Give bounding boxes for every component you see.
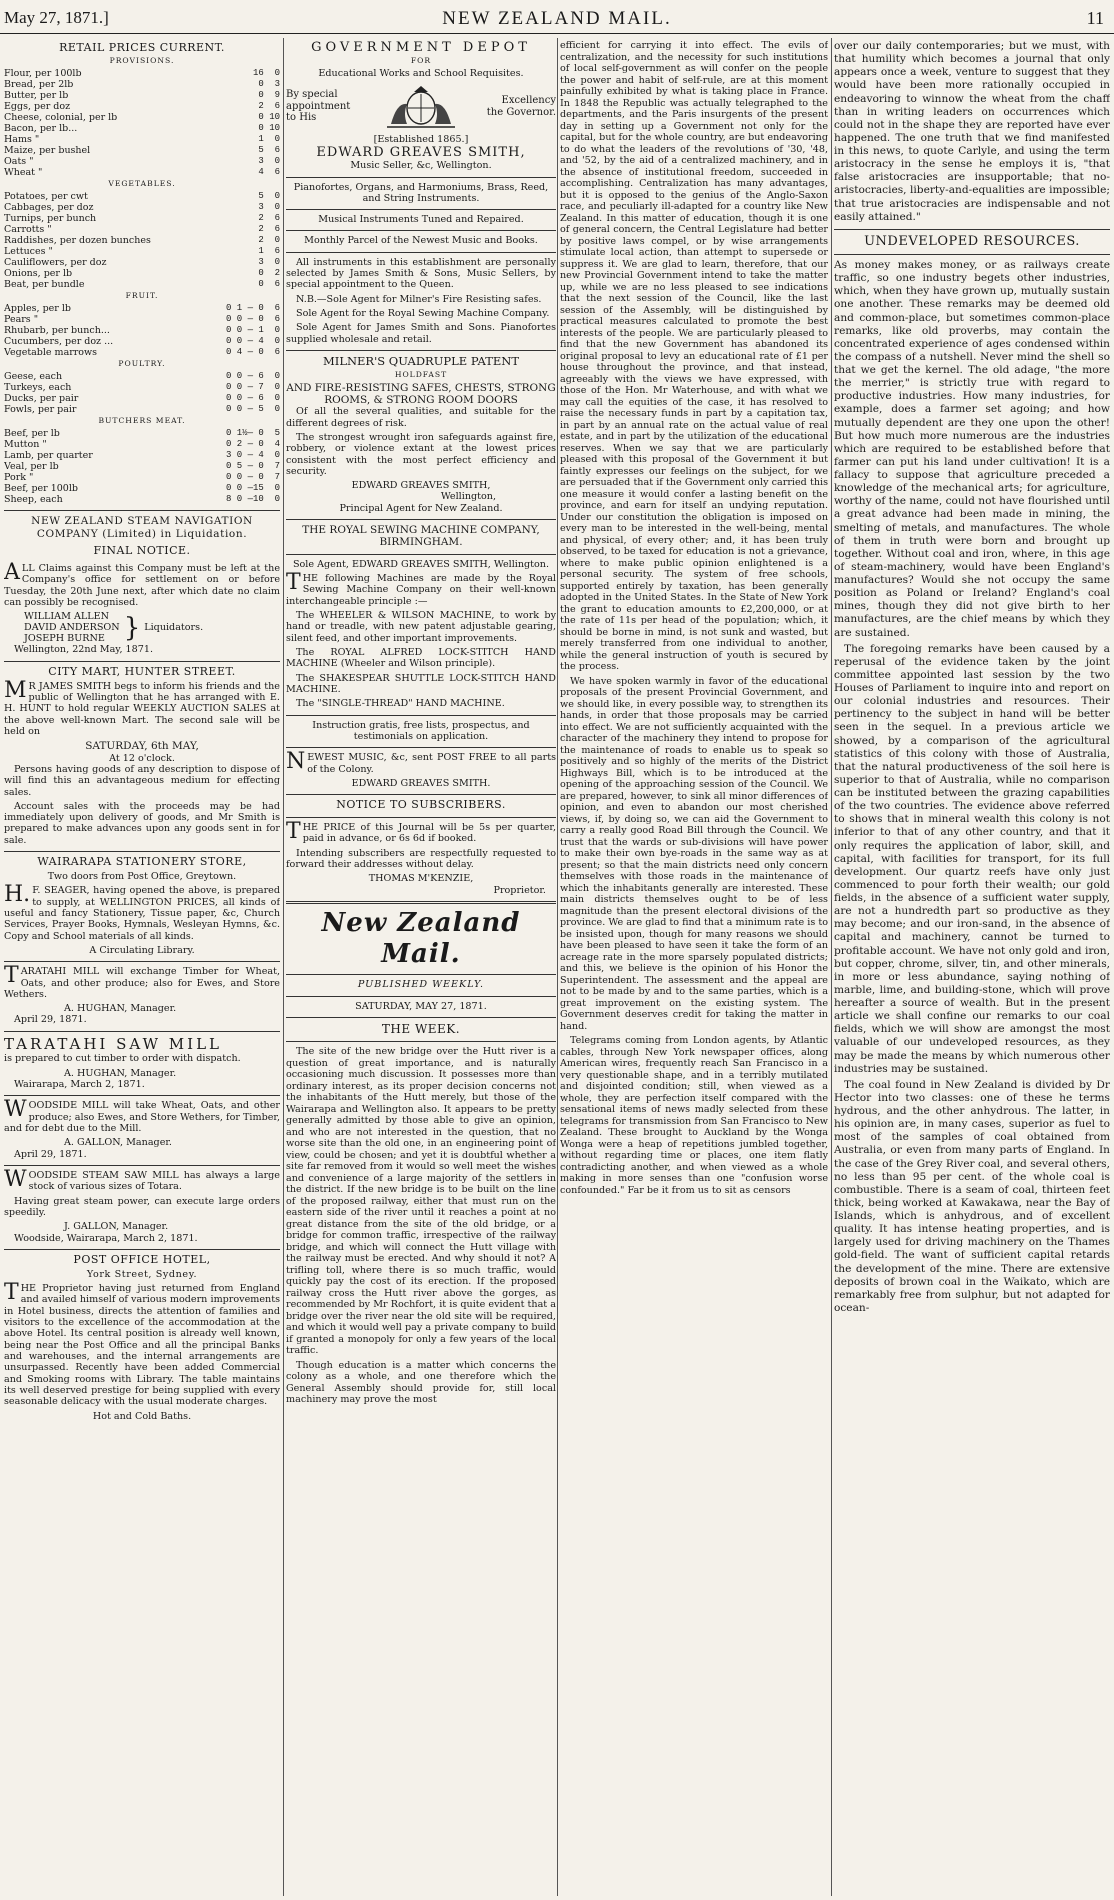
price-label: Beef, per lb [4, 428, 60, 440]
price-label: Raddishes, per dozen bunches [4, 235, 151, 247]
divider [286, 1041, 556, 1042]
price-label: Oats " [4, 156, 34, 168]
prices-title: RETAIL PRICES CURRENT. [59, 41, 225, 54]
milner-sig: EDWARD GREAVES SMITH, [351, 480, 491, 492]
divider [286, 209, 556, 210]
the-week-title: THE WEEK. [381, 1021, 461, 1036]
woodside-saw-body2: Having great steam power, can execute large orders speedily. [4, 1195, 280, 1218]
liquidator-names [24, 611, 120, 644]
price-value: 0 0 — 0 7 [225, 472, 280, 483]
price-label: Cauliflowers, per doz [4, 257, 107, 269]
column-4 [834, 40, 1110, 1896]
price-row [4, 461, 280, 472]
sewing-machine-3: The SHAKESPEAR SHUTTLE LOCK-STITCH HAND MACHINE. [286, 672, 556, 695]
price-row [4, 314, 280, 325]
article-paragraph: efficient for carrying it into effect. The evils of centralization, and the necessity for such institutions of local self-government as will confer on the people the power and habit of self-rule, are at this moment painfully exhibited by what is taking place in France. In 1848 the Republic was actually telegraphed to the departments, and the Paris insurgents of the present day in setting up a Government not only for the capital, but for the whole country, are but endeavoring to do what the leaders of the revolutions of '30, '48, and '52, by the aid of a centralized machinery, and in the absence of institutional freedom, succeeded in accomplishing. Centralization has many advantages, but it is opposed to the genius of the Anglo-Saxon race, and peculiarly ill-adapted for a country like New Zealand. In this matter of education, though it is one of general concern, the Central Legislature had better by positive laws compel, or by wise arrangements stimulate local action, than attempt to supersede or suppress it. We are glad to learn, therefore, that our new Provincial Government intend to take the matter up, while we are no less pleased to see indications that the next session of the Council, like the last session of the Assembly, will be distinguished by practical measures calculated to promote the best interests of the people. We are particularly pleased to find that the new Government has abandoned its original proposal to levy an educational rate of £1 per house throughout the province, and that instead, agreeably with the views we have expressed, with those of the Hon. Mr Waterhouse, and with what we may call the equities of the case, it has resolved to raise the necessary funds in part by a capitation tax, in part by an annual rate on the actual value of real estate, and in part by the utilization of the educational reserves. When we say that we are particularly pleased with this proposal of the Government it but faintly expresses our feelings on the subject, for we are persuaded that if the Government only carried this one measure it would confer a lasting benefit on the province, and earn for itself an undying reputation. Under our constitution the obligation is imposed on every man to be interested in the well-being, mental and physical, of every other; and, it has been truly observed, to be taxed for education is not a grievance, where to make public opinion enlightened is a personal security. The system of free schools, supported entirely by taxation, has been generally adopted in the United States. In the State of New York the grant to education amounts to £2,200,000, or at the rate of 11s per head of the population; which, it should be borne in mind, is not sunk and wasted, but merely transferred from one individual to another, while the general instruction of youth is secured by the process. [560, 40, 828, 672]
price-row [4, 279, 280, 290]
price-value: 0 2 — 0 4 [225, 439, 280, 450]
crest-left-text: By special appointment to His [286, 88, 351, 124]
price-label: Sheep, each [4, 494, 63, 506]
provisions-list [4, 68, 280, 178]
price-row [4, 347, 280, 358]
wairarapa-title: WAIRARAPA STATIONERY STORE, [37, 855, 247, 869]
divider [834, 254, 1110, 255]
divider [834, 229, 1110, 230]
price-value: 0 0 — 4 0 [225, 336, 280, 347]
taratahi-saw-title: TARATAHI SAW MILL [4, 1034, 223, 1053]
price-value: 0 10 [258, 123, 280, 133]
sewing-machine-2: The ROYAL ALFRED LOCK-STITCH HAND MACHINE (Wheeler and Wilson principle). [286, 647, 556, 670]
price-value: 0 9 [258, 89, 280, 100]
price-label: Vegetable marrows [4, 347, 98, 359]
price-value: 0 0 — 6 0 [225, 371, 280, 382]
city-mart-title: CITY MART, HUNTER STREET. [48, 664, 236, 678]
newest-music-sig: EDWARD GREAVES SMITH. [351, 777, 491, 789]
price-row [4, 494, 280, 505]
price-row [4, 156, 280, 167]
price-row [4, 167, 280, 178]
price-value: 0 2 [258, 268, 280, 279]
divider [286, 747, 556, 748]
divider [4, 1031, 280, 1032]
price-label: Beef, per 100lb [4, 483, 78, 495]
woodside-mill-date: April 29, 1871. [14, 1148, 87, 1160]
sewing-agent: Sole Agent, EDWARD GREAVES SMITH, Wellington. [292, 558, 550, 570]
woodside-saw-sig: J. GALLON, Manager. [64, 1221, 169, 1233]
column-3 [560, 40, 828, 1896]
taratahi-saw-date: Wairarapa, March 2, 1871. [14, 1079, 145, 1091]
divider [286, 901, 556, 904]
meat-list [4, 428, 280, 505]
city-mart-time: At 12 o'clock. [109, 752, 175, 764]
price-label: Turnips, per bunch [4, 213, 97, 225]
milner-body: Of all the several qualities, and suitable for the different degrees of risk. [286, 406, 556, 429]
notice-title: NOTICE TO SUBSCRIBERS. [336, 798, 506, 812]
music-seller: Music Seller, &c, Wellington. [350, 160, 492, 172]
price-label: Apples, per lb [4, 303, 71, 315]
milner-body2: The strongest wrought iron safeguards against fire, robbery, or violence extant at the lowest prices consistent with the most perfect efficiency and security. [286, 431, 556, 477]
taratahi-mill-sig: A. HUGHAN, Manager. [64, 1003, 177, 1015]
milner-sub: AND FIRE-RESISTING SAFES, CHESTS, STRONG ROOMS, & STRONG ROOM DOORS [286, 381, 556, 406]
article-paragraph: The coal found in New Zealand is divided by Dr Hector into two classes: one of these he terms hydrous, and the other anhydrous. The latter, in his opinion are, in many cases, superior as fuel to most of the samples of coal obtained from Australia, or even from many parts of England. In the case of the Grey River coal, and several others, no less than 95 per cent. of the whole coal is combustible. There is a seam of coal, thirteen feet thick, being worked at Kawakawa, near the Bay of Islands, which is anhydrous, and of excellent quality. It has intense heating properties, and is largely used for driving machinery on the Thames gold-field. The want of sufficient capital retards the development of the mine. There are extensive deposits of brown coal in the Waikato, which are remarkably free from sulphur, but not adapted for ocean- [834, 1078, 1110, 1314]
divider [286, 519, 556, 520]
taratahi-mill-date: April 29, 1871. [14, 1014, 87, 1026]
week-paragraph: Though education is a matter which concerns the colony as a whole, and one therefore which the General Assembly should provide for, still local machinery may prove the most [286, 1359, 556, 1406]
hotel-title: POST OFFICE HOTEL, [73, 1252, 211, 1266]
taratahi-saw-body: is prepared to cut timber to order with dispatch. [4, 1053, 241, 1065]
price-label: Veal, per lb [4, 461, 59, 473]
price-row [4, 439, 280, 450]
price-row [4, 325, 280, 336]
hotel-footer: Hot and Cold Baths. [92, 1410, 192, 1422]
hotel-body: THE Proprietor having just returned from England and availed himself of various modern improvements in Hotel business, directs the attention of families and visitors to the excellence of the accommodation at the above Hotel. Its central position is already well known, being near the Post Office and all the principal Banks and warehouses, and the internal arrangements are unsurpassed. Recently have been added Commercial and Smoking rooms with Library. The table maintains its well deserved prestige for being supplied with every seasonable delicacy with the usual moderate charges. [4, 1280, 280, 1408]
divider [4, 851, 280, 852]
price-row [4, 79, 280, 90]
liquidator-name: WILLIAM ALLEN [24, 611, 110, 623]
price-value: 16 0 [252, 67, 280, 78]
wairarapa-body: H.F. SEAGER, having opened the above, is prepared to supply, at WELLINGTON PRICES, all kinds of useful and fancy Stationery, Tissue paper, &c, Church Services, Prayer Books, Hymnals, Wesleyan Hymns, &c. Copy and School materials of all kinds. [4, 882, 280, 942]
price-label: Wheat " [4, 167, 43, 179]
taratahi-saw-sig: A. HUGHAN, Manager. [64, 1067, 177, 1079]
header-date: May 27, 1871.] [4, 8, 109, 27]
divider [286, 554, 556, 555]
price-label: Bread, per 2lb [4, 78, 74, 90]
price-row [4, 202, 280, 213]
price-row [4, 134, 280, 145]
instruments-note: All instruments in this establishment are personally selected by James Smith & Sons, Music Sellers, by special appointment to the Queen. [286, 256, 556, 291]
price-row [4, 145, 280, 156]
newest-music: NEWEST MUSIC, &c, sent POST FREE to all parts of the Colony. [286, 749, 556, 775]
price-label: Hams " [4, 134, 40, 146]
price-value: 0 0 — 0 6 [225, 314, 280, 325]
price-row [4, 404, 280, 415]
divider [286, 996, 556, 997]
price-label: Mutton " [4, 439, 47, 451]
price-label: Potatoes, per cwt [4, 191, 88, 203]
divider [286, 177, 556, 178]
nb-note: N.B.—Sole Agent for Milner's Fire Resisting safes. [296, 293, 542, 305]
price-label: Ducks, per pair [4, 393, 79, 405]
price-value: 2 6 [258, 224, 280, 235]
price-label: Rhubarb, per bunch... [4, 325, 110, 337]
royal-coat-of-arms-icon [381, 84, 461, 130]
page-number: 11 [1086, 8, 1104, 28]
column-divider [831, 38, 832, 1896]
notice-body: THE PRICE of this Journal will be 5s per quarter, paid in advance, or 6s 6d if booked. [286, 819, 556, 845]
divider [4, 510, 280, 511]
sewing-machine-1: The WHEELER & WILSON MACHINE, to work by hand or treadle, with new patent adjustable gearing, silent feed, and other important improvements. [286, 610, 556, 644]
sole-agent-sewing: Sole Agent for the Royal Sewing Machine Company. [296, 308, 550, 320]
price-label: Butter, per lb [4, 89, 69, 101]
price-row [4, 371, 280, 382]
column-divider [557, 38, 558, 1896]
price-value: 1 0 [258, 134, 280, 145]
milner-sig3: Principal Agent for New Zealand. [339, 502, 503, 514]
divider [286, 230, 556, 231]
price-label: Lamb, per quarter [4, 450, 93, 462]
established: [Established 1865.] [373, 133, 469, 145]
masthead: New Zealand Mail. [321, 907, 521, 969]
article-paragraph: As money makes money, or as railways create traffic, so one industry begets other industries, which, when they have grown up, mutually sustain one another. These remarks may be deemed old and common-place, but sometimes common-place remarks, like old proverbs, may contain the concentrated experience of ages condensed within the compass of a nutshell. Never mind the shell so that we get the kernel. The old adage, "the more the merrier," is strictly true with regard to productive industries. How many industries, for example, does a farmer set agoing; and how mutually dependent are they one upon the other! But how much more numerous are the industries which are required to be established before that farmer can put his land under cultivation! It is a fallacy to suppose that agriculture preceded a knowledge of the mechanical arts; for agriculture, worthy of the name, could not have flourished until a great advance had been made in mining, the smelting of metals, and manufactures. The whole of them in truth were born and brought up together. Without coal and iron, where, in this age of steam-machinery, would have been England's manufactures? Would she not occupy the same position as Poland or Ireland? England's coal mines, though they did not give birth to her manufactures, are the chief means by which they are sustained. [834, 259, 1110, 639]
column-1 [4, 40, 280, 1896]
price-value: 0 1½— 0 5 [225, 428, 280, 439]
price-value: 2 6 [258, 100, 280, 111]
price-value: 0 6 [258, 279, 280, 290]
price-row [4, 268, 280, 279]
column-divider [283, 38, 284, 1896]
wairarapa-subtitle: Two doors from Post Office, Greytown. [47, 871, 237, 883]
price-row [4, 483, 280, 494]
city-mart-body: MR JAMES SMITH begs to inform his friends and the public of Wellington that he has arranged with E. H. HUNT to hold regular WEEKLY AUCTION SALES at the above well-known Mart. The second sale will be held on [4, 677, 280, 737]
sewing-body: THE following Machines are made by the Royal Sewing Machine Company on their well-known interchangeable principle :— [286, 570, 556, 607]
price-value: 3 0 — 4 0 [225, 450, 280, 461]
divider [4, 961, 280, 962]
woodside-mill-sig: A. GALLON, Manager. [64, 1137, 172, 1149]
price-value: 5 0 [258, 191, 280, 202]
provisions-heading: PROVISIONS. [109, 55, 175, 65]
price-row [4, 68, 280, 79]
week-paragraph: The site of the new bridge over the Hutt river is a question of great importance, and is naturally occasioning much discussion. It possesses more than ordinary interest, as its proper decision concerns not the inhabitants of the Hutt merely, but those of the Wairarapa and Wellington also. It appears to be pretty generally admitted by those able to give an opinion, and who are not interested in the question, that no worse site than the old one, in an engineering point of view, could be chosen; and yet it is doubtful whether a site far removed from it would so well meet the wishes and convenience of a large majority of the settlers in the district. If the new bridge is to be built on the line of the proposed railway, either that must run on the eastern side of the river until it reaches a point at no great distance from the site of the old bridge, or a bridge for common traffic, irrespective of the railway bridge, and which will connect the Hutt village with the railway must be erected. And why should it not? A trifling toll, where there is so much traffic, would quickly pay the cost of its erection. If the proposed railway cross the Hutt river above the gorges, as recommended by Mr Rochfort, it is quite evident that a bridge over the river near the old site will be required, and which it would well pay a private company to build if granted a monopoly for only a few years of the local traffic. [286, 1046, 556, 1357]
vegetables-heading: VEGETABLES. [108, 179, 176, 189]
sole-agent-pianos: Sole Agent for James Smith and Sons. Pianofortes supplied wholesale and retail. [286, 322, 556, 345]
price-row [4, 224, 280, 235]
pianofortes: Pianofortes, Organs, and Harmoniums, Brass, Reed, and String Instruments. [293, 181, 549, 204]
fruit-list [4, 303, 280, 358]
price-value: 0 1 — 0 6 [225, 303, 280, 314]
price-row [4, 112, 280, 123]
price-value: 0 5 — 0 7 [225, 461, 280, 472]
price-label: Maize, per bushel [4, 145, 91, 157]
price-label: Cucumbers, per doz ... [4, 336, 114, 348]
price-row [4, 191, 280, 202]
undeveloped-resources-title: UNDEVELOPED RESOURCES. [864, 233, 1080, 249]
price-label: Cabbages, per doz [4, 202, 94, 214]
price-value: 0 4 — 0 6 [225, 347, 280, 358]
crest-right-text: Excellency the Governor. [486, 94, 556, 118]
divider [286, 974, 556, 975]
price-value: 2 0 [258, 235, 280, 246]
newspaper-title: NEW ZEALAND MAIL. [442, 8, 672, 29]
price-row [4, 213, 280, 224]
price-label: Pears " [4, 314, 39, 326]
city-mart-body3: Account sales with the proceeds may be had immediately upon delivery of goods, and Mr Smith is prepared to make advances upon any goods sent in for sale. [4, 800, 280, 846]
price-label: Carrotts " [4, 224, 52, 236]
column-2 [286, 40, 556, 1896]
monthly-parcel: Monthly Parcel of the Newest Music and Books. [304, 235, 538, 247]
price-row [4, 123, 280, 134]
milner-title: MILNER'S QUADRUPLE PATENT [323, 353, 519, 368]
city-mart-date: SATURDAY, 6th MAY, [85, 740, 199, 753]
divider [286, 794, 556, 795]
divider [286, 252, 556, 253]
divider [4, 1249, 280, 1250]
depot-for: FOR [410, 56, 432, 66]
final-notice-title: FINAL NOTICE. [93, 544, 191, 558]
price-value: 0 0 —15 0 [225, 483, 280, 494]
price-label: Eggs, per doz [4, 100, 71, 112]
woodside-saw-date: Woodside, Wairarapa, March 2, 1871. [14, 1232, 198, 1244]
price-row [4, 382, 280, 393]
circulating-library: A Circulating Library. [89, 944, 195, 956]
price-row [4, 336, 280, 347]
depot-title: GOVERNMENT DEPOT [311, 40, 531, 55]
fruit-heading: FRUIT. [125, 291, 159, 301]
price-value: 0 0 — 6 0 [225, 393, 280, 404]
article-paragraph: We have spoken warmly in favor of the educational proposals of the present Provincial Government, and we should like, in every possible way, to strengthen its hands, in order that those proposals may be carried into effect. We are not sufficiently acquainted with the character of the machinery they intend to propose for the maintenance of roads to enable us to speak so positively and so highly of the merits of the District Highways Bill, which is to be introduced at the opening of the approaching session of the Council. We are prepared, however, to sink all minor differences of opinion, and even to abandon our most cherished views, if, by doing so, we can aid the Government to carry a really good Road Bill through the Council. We trust that the wards or sub-divisions will have power to make their own bye-roads in the same way as at present; so that the main districts need only concern themselves with those roads in the maintenance of which the inhabitants generally are interested. These main districts themselves ought to be of less magnitude than the present electoral divisions of the province. We are glad to find that a minimum rate is to be insisted upon, though for many reasons we should have been pleased to have seen it take the form of an acreage rate in the more sparsely populated districts; and this, we believe is the opinion of his Honor the Superintendent. The assessment and the appeal are not to be made by and to the same parties, which is a great improvement on the existing system. The Government deserves credit for taking the matter in hand. [560, 675, 828, 1032]
price-label: Onions, per lb [4, 268, 73, 280]
poultry-heading: POULTRY. [118, 359, 166, 369]
sewing-machine-4: The "SINGLE-THREAD" HAND MACHINE. [296, 698, 505, 710]
sewing-title: THE ROYAL SEWING MACHINE COMPANY, BIRMINGHAM. [302, 524, 540, 549]
price-label: Lettuces " [4, 246, 53, 258]
published-weekly: PUBLISHED WEEKLY. [357, 979, 485, 991]
liquidators-block [24, 611, 280, 644]
woodside-mill-body: WOODSIDE MILL will take Wheat, Oats, and other produce; also Ewes, and Store Wethers, for Timber, and for debt due to the Mill. [4, 1097, 280, 1135]
royal-crest-row [286, 84, 556, 130]
divider [4, 1165, 280, 1166]
notice-body2: Intending subscribers are respectfully requested to forward their addresses without delay. [286, 847, 556, 871]
price-row [4, 428, 280, 439]
brace: } [123, 612, 141, 643]
edward-greaves-smith: EDWARD GREAVES SMITH, [316, 144, 526, 160]
price-value: 5 6 [258, 145, 280, 156]
depot-sub: Educational Works and School Requisites. [318, 68, 524, 80]
notice-sig: THOMAS M'KENZIE, [368, 873, 474, 885]
divider [286, 817, 556, 818]
price-label: Turkeys, each [4, 382, 72, 394]
sewing-instructions: Instruction gratis, free lists, prospectus, and testimonials on application. [312, 719, 530, 742]
woodside-saw-body: WOODSIDE STEAM SAW MILL has always a large stock of various sizes of Totara. [4, 1166, 280, 1193]
divider [286, 715, 556, 716]
instruments-tuned: Musical Instruments Tuned and Repaired. [318, 214, 524, 226]
steam-nav-date: Wellington, 22nd May, 1871. [14, 644, 154, 656]
poultry-list [4, 371, 280, 415]
divider [286, 1017, 556, 1018]
article-paragraph: The foregoing remarks have been caused by a reperusal of the evidence taken by the joint committee appointed last session by the two Houses of Parliament to inquire into and report on our colonial industries and resources. Their pertinency to the subject in hand will be better seen in the sequel. In a previous article we showed, by a comparison of the agricultural statistics of this colony with those of Australia, that the natural productiveness of the soil here is superior to that of Australia, while no comparison can be instituted between the grazing capabilities of the two countries. The evidence above referred to shows that in mineral wealth this colony is not inferior to that of any other country, and that it only requires the application of labor, skill, and capital, with facilities for transport, for its full development. Our quartz reefs have only just commenced to pour forth their wealth; our gold fields, in the absence of a sufficient water supply, are not a hundredth part so productive as they may become; and our iron-sand, in the absence of capital and machinery, cannot be turned to profitable account. We have not only gold and iron, but copper, chrome, silver, tin, and other minerals, in more or less abundance, saying nothing of marble, lime, and building-stone, which will prove hereafter a source of wealth. But in the present article we shall confine our remarks to our coal fields, which we will show are amongst the most valuable of our undeveloped resources, as they may be made the means by which numerous other industries may be sustained. [834, 642, 1110, 1075]
steam-nav-title: NEW ZEALAND STEAM NAVIGATION COMPANY (Limited) in Liquidation. [31, 515, 253, 540]
liquidators-role: Liquidators. [144, 622, 204, 634]
price-value: 8 0 —10 0 [225, 494, 280, 505]
price-row [4, 472, 280, 483]
price-row [4, 393, 280, 404]
price-label: Pork " [4, 472, 34, 484]
meat-heading: BUTCHERS MEAT. [98, 416, 186, 426]
price-value: 3 0 [258, 257, 280, 268]
divider [286, 350, 556, 351]
issue-date: SATURDAY, MAY 27, 1871. [355, 1000, 487, 1012]
price-row [4, 235, 280, 246]
price-value: 0 0 — 1 0 [225, 325, 280, 336]
milner-sig2: Wellington, [440, 491, 496, 503]
price-value: 0 0 — 7 0 [225, 382, 280, 393]
price-value: 3 0 [258, 156, 280, 167]
price-row [4, 303, 280, 314]
liquidator-name: JOSEPH BURNE [24, 633, 105, 645]
price-row [4, 246, 280, 257]
price-label: Flour, per 100lb [4, 67, 82, 79]
city-mart-body2: Persons having goods of any description to dispose of will find this an advantageous medium for effecting sales. [4, 763, 280, 798]
price-value: 0 3 [258, 78, 280, 89]
price-row [4, 101, 280, 112]
price-label: Bacon, per lb... [4, 123, 78, 134]
divider [4, 661, 280, 662]
article-paragraph: over our daily contemporaries; but we must, with that humility which becomes a journal that only appears once a week, venture to suggest that they would have been more rationally occupied in endeavoring to winnow the wheat from the chaff than in writing leaders on occurrences which could not in the shape they are reported have ever happened. The one truth that we find manifested in this news, to quote Carlyle, and using the term aristocracy in the sense he employs it is, "that false aristocracies are insupportable; that no-aristocracies, liberty-and-equalities are impossible; that true aristocracies are indispensable and not easily attained." [834, 40, 1110, 223]
price-label: Beat, per bundle [4, 279, 85, 291]
price-label: Cheese, colonial, per lb [4, 111, 118, 123]
price-row [4, 450, 280, 461]
liquidator-name: DAVID ANDERSON [24, 622, 120, 634]
hotel-subtitle: York Street, Sydney. [86, 1268, 198, 1280]
price-row [4, 257, 280, 268]
price-label: Geese, each [4, 371, 63, 383]
price-value: 0 10 [258, 111, 280, 122]
price-value: 0 0 — 5 0 [225, 404, 280, 415]
price-value: 3 0 [258, 202, 280, 213]
price-value: 2 6 [258, 213, 280, 224]
taratahi-mill-body: TARATAHI MILL will exchange Timber for Wheat, Oats, and other produce; also for Ewes, and Store Wethers. [4, 963, 280, 1000]
notice-role: Proprietor. [493, 884, 546, 896]
price-label: Fowls, per pair [4, 404, 77, 416]
milner-holdfast: HOLDFAST [394, 369, 448, 379]
article-paragraph: Telegrams coming from London agents, by Atlantic cables, through New York newspaper offices, along American wires, frequently reach San Francisco in a very questionable shape, and in a terribly mutilated and disjointed condition; still, when viewed as a whole, they are perfection itself compared with the sensational items of news madly selected from these telegrams for transmission from San Francisco to New Zealand. These brought to Auckland by the Wonga Wonga were a heap of repetitions jumbled together, without regarding time or places, one item flatly contradicting another, and when viewed as a whole making in more senses than one "confusion worse confounded." Far be it from us to sit as censors [560, 1035, 828, 1196]
divider [4, 1095, 280, 1096]
page-header [0, 0, 1114, 34]
steam-nav-body: ALL Claims against this Company must be left at the Company's office for settlement on or before Tuesday, the 20th June next, after which date no claim can possibly be recognised. [4, 560, 280, 608]
price-value: 4 6 [258, 167, 280, 178]
vegetables-list [4, 191, 280, 290]
price-row [4, 90, 280, 101]
price-value: 1 6 [258, 246, 280, 257]
